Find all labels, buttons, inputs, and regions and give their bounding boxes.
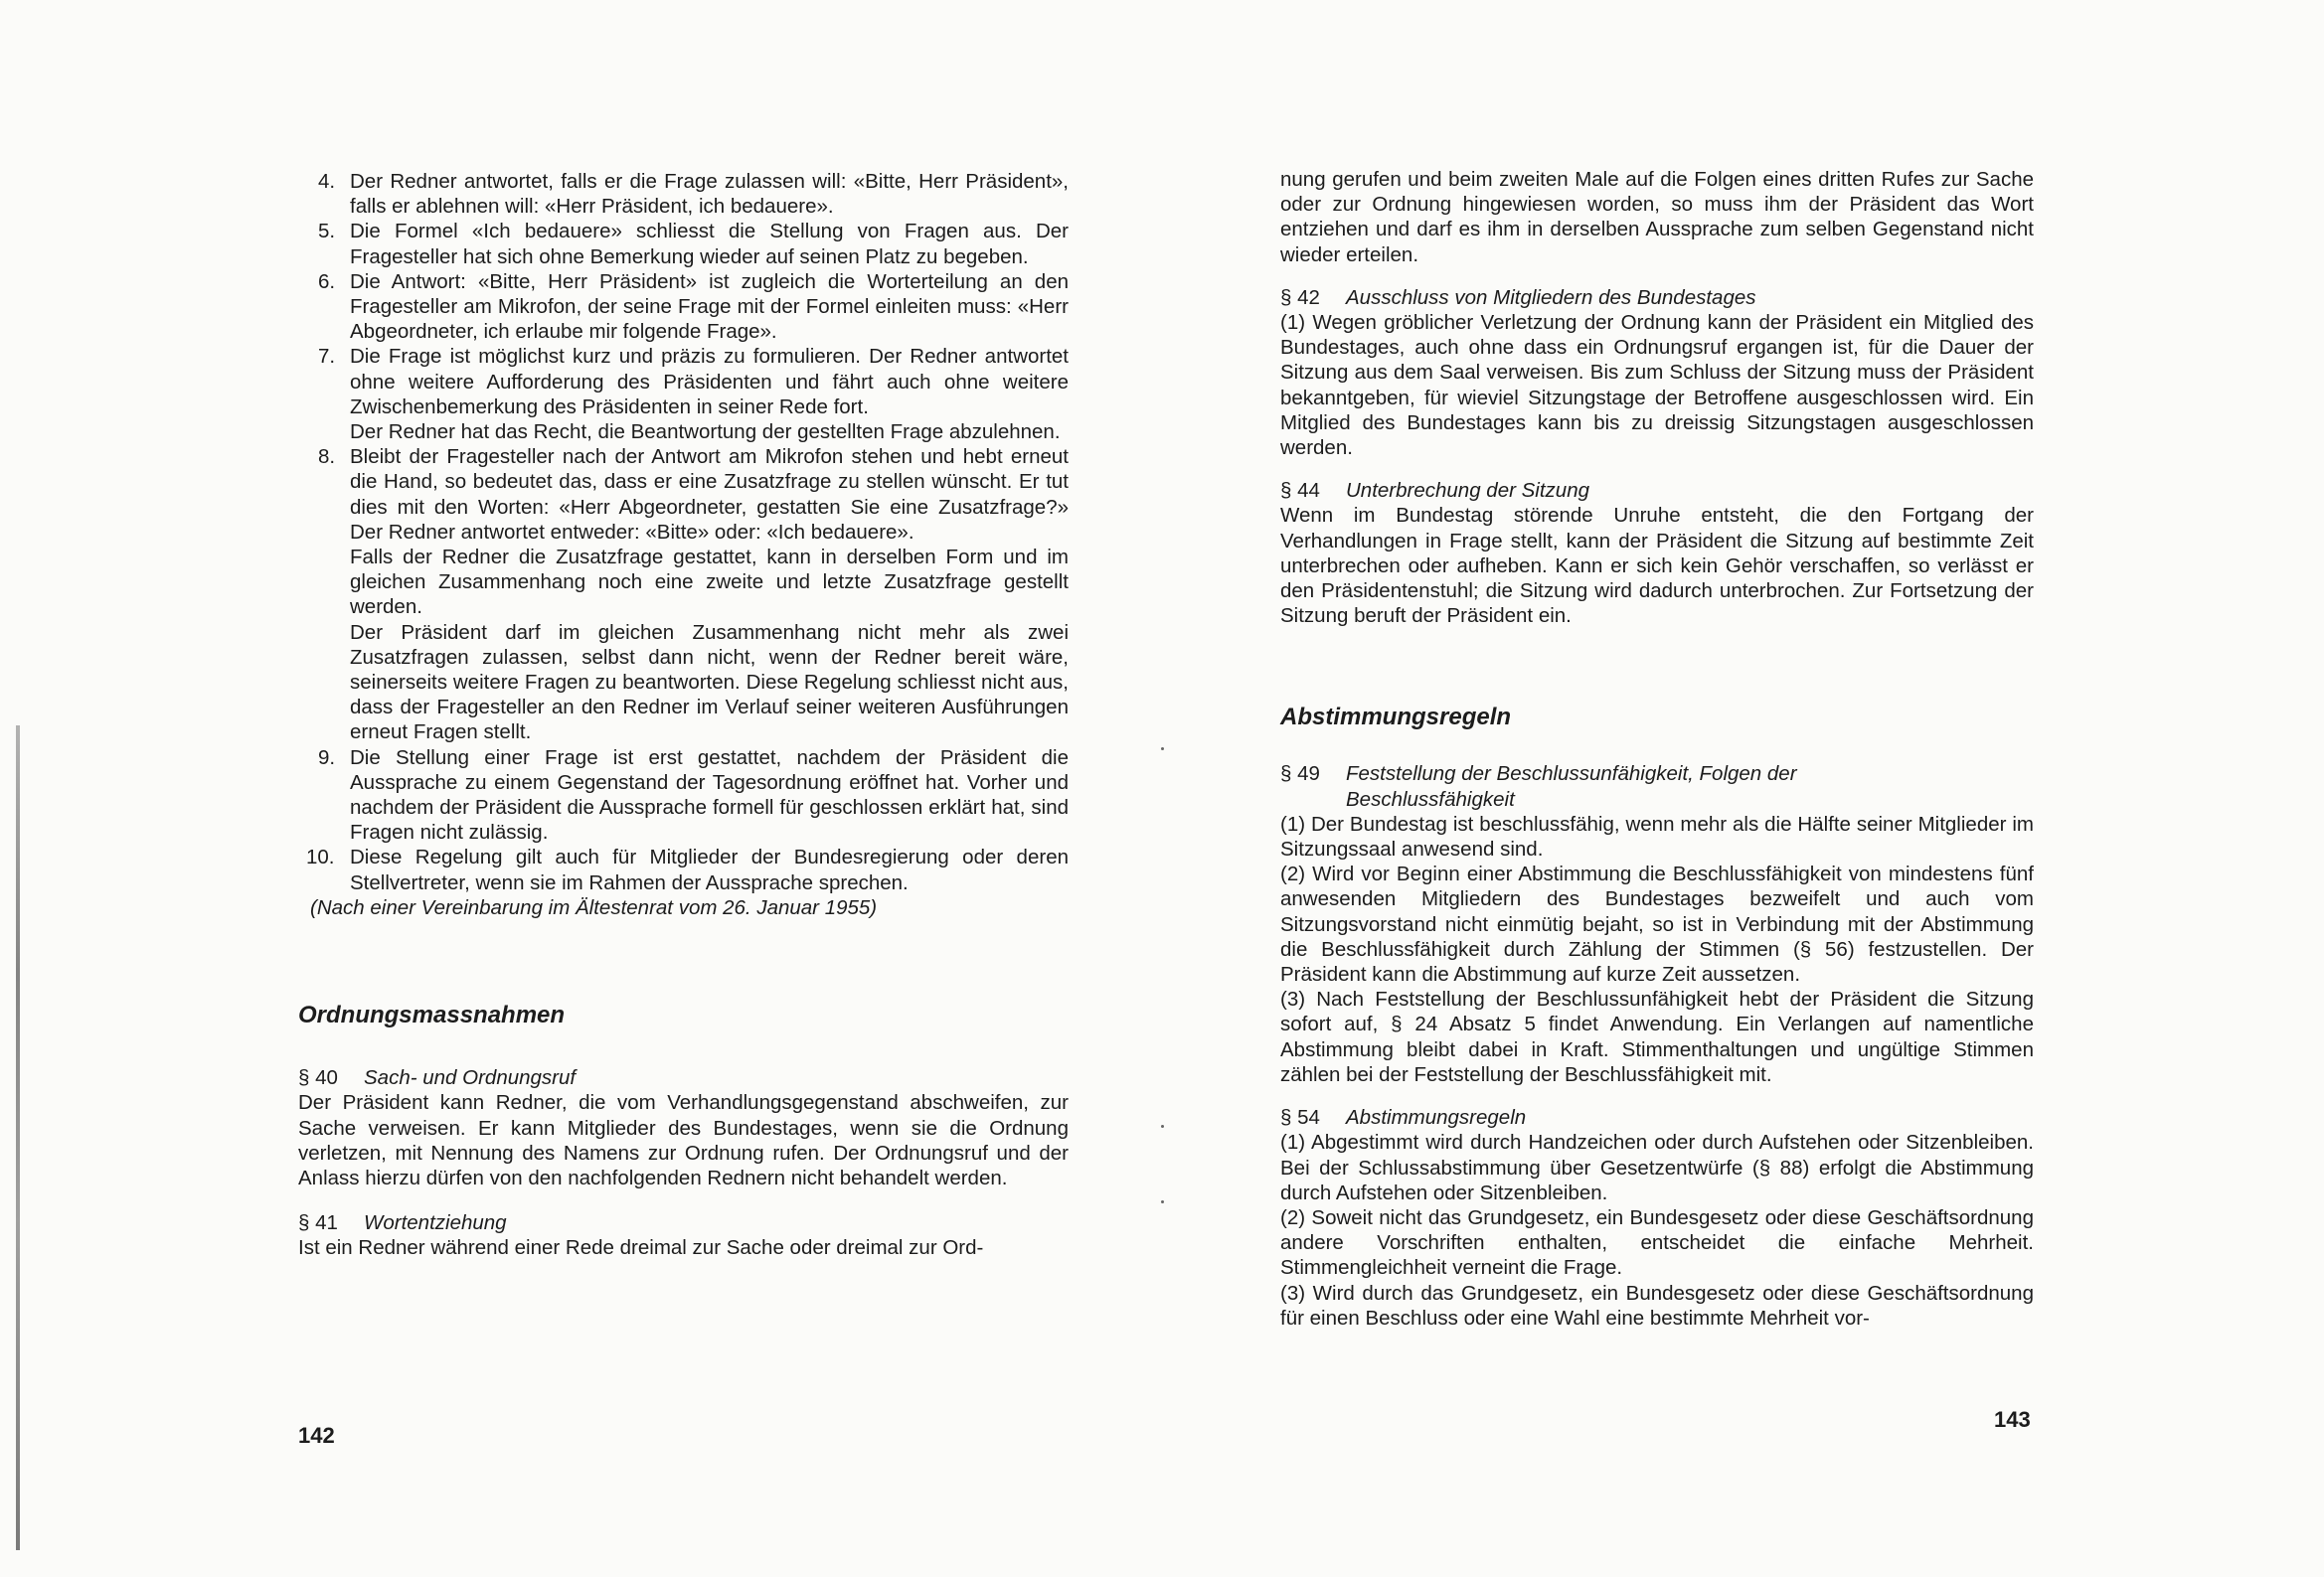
paragraph-49-clause-2: (2) Wird vor Beginn einer Abstimmung die Beschlussfähigkeit von mindestens fünf anwesenden Mitgliedern des Bundestages bezweifelt und auch vom Sitzungsvorstand nicht einmütig bejaht, so ist in Verbindung mit der Abstimmung die Beschlussfähigkeit durch Zählung der Stimmen (§ 56) festzustellen. Der Präsident kann die Abstimmung auf kurze Zeit aussetzen. [1280,863,2034,987]
list-item-number: 9. [318,745,336,769]
list-item-text: Bleibt der Fragesteller nach der Antwort am Mikrofon stehen und hebt erneut die Hand, so bedeutet das, dass er eine Zusatzfrage zu stellen wünscht. Er tut dies mit den Worten: «Herr Abgeordneter, gestatten Sie eine Zusatzfrage?» Der Redner antwortet entweder: «Bitte» oder: «Ich bedauere». [350,445,1069,544]
section-title-abstimmungsregeln: Abstimmungsregeln [1280,704,1512,731]
paragraph-title: Unterbrechung der Sitzung [1346,479,1590,503]
paragraph-49-heading [1280,761,2034,811]
agreement-note: (Nach einer Vereinbarung im Ältestenrat vom 26. Januar 1955) [310,895,878,919]
gutter-mark [1161,1125,1164,1128]
list-item-text: Die Antwort: «Bitte, Herr Präsident» ist zugleich die Worterteilung an den Fragesteller am Mikrofon, der seine Frage mit der Formel einleiten muss: «Herr Abgeordneter, ich erlaube mir folgende Frage». [350,269,1069,344]
list-item-continuation: Der Redner hat das Recht, die Beantwortung der gestellten Frage abzulehnen. [350,420,1061,444]
paragraph-title: Feststellung der Beschlussunfähigkeit, Folgen der Beschlussfähigkeit [1346,762,1797,811]
paragraph-40-heading [298,1065,1069,1090]
page-number-left: 142 [298,1423,335,1448]
paragraph-symbol: § 40 [298,1066,338,1090]
list-item-continuation: Falls der Redner die Zusatzfrage gestattet, kann in derselben Form und im gleichen Zusammenhang noch eine zweite und letzte Zusatzfrage gestellt werden. [350,546,1069,619]
section-title-ordnungsmassnahmen: Ordnungsmassnahmen [298,1002,566,1029]
paragraph-42-text: (1) Wegen gröblicher Verletzung der Ordnung kann der Präsident ein Mitglied des Bundestages, auch ohne dass ein Ordnungsruf ergangen ist, für die Dauer der Sitzung aus dem Saal verweisen. Bis zum Schluss der Sitzung muss der Präsident bekanntgeben, für wieviel Sitzungstage der Betroffene ausgeschlossen wird. Ein Mitglied des Bundestages kann bis zu dreissig Sitzungstagen ausgeschlossen werden. [1280,311,2034,460]
page-number-right: 143 [1994,1407,2031,1432]
paragraph-54-clause-3: (3) Wird durch das Grundgesetz, ein Bundesgesetz oder diese Geschäftsordnung für einen Beschluss oder eine Wahl eine bestimmte Mehrheit vor- [1280,1281,2034,1330]
paragraph-symbol: § 42 [1280,285,1320,309]
list-item [298,745,1069,846]
list-item [298,344,1069,419]
list-item [298,444,1069,545]
paragraph-title: Wortentziehung [364,1211,507,1235]
paragraph-49-clause-3: (3) Nach Feststellung der Beschlussunfähigkeit hebt der Präsident die Sitzung sofort auf, § 24 Absatz 5 findet Anwendung. Ein Verlangen auf namentliche Abstimmung bleibt dabei in Kraft. Stimmenthaltungen und ungültige Stimmen zählen bei der Feststellung der Beschlussfähigkeit mit. [1280,988,2034,1086]
scan-edge-artifact [16,725,20,1550]
paragraph-title: Abstimmungsregeln [1346,1106,1527,1130]
list-item [298,269,1069,345]
list-item-text: Die Stellung einer Frage ist erst gestattet, nachdem der Präsident die Aussprache zu einem Gegenstand der Tagesordnung eröffnet hat. Vorher und nachdem der Präsident die Aussprache formell für geschlossen erklärt hat, sind Fragen nicht zulässig. [350,745,1069,845]
paragraph-54-clause-1: (1) Abgestimmt wird durch Handzeichen oder durch Aufstehen oder Sitzenbleiben. Bei der Schlussabstimmung über Gesetzentwürfe (§ 88) erfolgt die Abstimmung durch Aufstehen oder Sitzenbleiben. [1280,1131,2034,1204]
list-item-text: Die Formel «Ich bedauere» schliesst die Stellung von Fragen aus. Der Fragesteller hat sich ohne Bemerkung wieder auf seinen Platz zu begeben. [350,220,1069,268]
paragraph-41-continued: nung gerufen und beim zweiten Male auf die Folgen eines dritten Rufes zur Sache oder zur Ordnung hingewiesen worden, so muss ihm der Präsident das Wort entziehen und darf es ihm in derselben Aussprache zum selben Gegenstand nicht wieder erteilen. [1280,168,2034,266]
list-item-number: 7. [318,345,336,369]
paragraph-44-heading [1280,478,2034,503]
paragraph-44-text: Wenn im Bundestag störende Unruhe entsteht, die den Fortgang der Verhandlungen in Frage stellt, kann der Präsident die Sitzung auf bestimmte Zeit unterbrechen oder aufheben. Kann er sich kein Gehör verschaffen, so verlässt er den Präsidentenstuhl; die Sitzung wird dadurch unterbrochen. Zur Fortsetzung der Sitzung beruft der Präsident ein. [1280,504,2034,628]
paragraph-symbol: § 54 [1280,1106,1320,1130]
paragraph-42-heading [1280,285,2034,310]
gutter-mark [1161,1200,1164,1203]
paragraph-41-text: Ist ein Redner während einer Rede dreimal zur Sache oder dreimal zur Ord- [298,1236,984,1260]
list-item-text: Diese Regelung gilt auch für Mitglieder der Bundesregierung oder deren Stellvertreter, wenn sie im Rahmen der Aussprache sprechen. [350,846,1069,894]
list-item [298,219,1069,268]
paragraph-title: Sach- und Ordnungsruf [364,1066,577,1090]
list-item-text: Die Frage ist möglichst kurz und präzis zu formulieren. Der Redner antwortet ohne weitere Aufforderung des Präsidenten und fährt auch ohne weitere Zwischenbemerkung des Präsidenten in seiner Rede fort. [350,345,1069,418]
paragraph-41-heading [298,1210,1069,1235]
paragraph-title: Ausschluss von Mitgliedern des Bundestages [1346,285,1756,309]
paragraph-symbol: § 44 [1280,479,1320,503]
list-item-number: 10. [306,846,335,869]
paragraph-symbol: § 41 [298,1211,338,1235]
right-page [1280,167,2034,1331]
gutter-mark [1161,747,1164,750]
list-item-number: 6. [318,269,336,293]
paragraph-54-heading [1280,1105,2034,1130]
list-item [298,845,1069,894]
list-item [298,169,1069,219]
question-rules-list [298,169,1069,895]
list-item-number: 8. [318,445,336,469]
paragraph-symbol: § 49 [1280,762,1320,786]
left-page [298,169,1069,1261]
list-item-number: 4. [318,170,336,193]
list-item-text: Der Redner antwortet, falls er die Frage zulassen will: «Bitte, Herr Präsident», falls er ablehnen will: «Herr Präsident, ich bedauere». [350,170,1069,219]
list-item-number: 5. [318,220,336,243]
paragraph-40-text: Der Präsident kann Redner, die vom Verhandlungsgegenstand abschweifen, zur Sache verweisen. Er kann Mitglieder des Bundestages, wenn sie die Ordnung verletzen, mit Nennung des Namens zur Ordnung rufen. Der Ordnungsruf und der Anlass hierzu dürfen von den nachfolgenden Rednern nicht behandelt werden. [298,1091,1069,1189]
list-item-continuation: Der Präsident darf im gleichen Zusammenhang nicht mehr als zwei Zusatzfragen zulassen, selbst dann nicht, wenn der Redner bereit wäre, seinerseits weitere Fragen zu beantworten. Diese Regelung schliesst nicht aus, dass der Fragesteller an den Redner im Verlauf seiner weiteren Ausführungen erneut Fragen stellt. [350,620,1069,744]
paragraph-49-clause-1: (1) Der Bundestag ist beschlussfähig, wenn mehr als die Hälfte seiner Mitglieder im Sitzungssaal anwesend sind. [1280,812,2034,862]
paragraph-54-clause-2: (2) Soweit nicht das Grundgesetz, ein Bundesgesetz oder diese Geschäftsordnung andere Vorschriften enthalten, entscheidet die einfache Mehrheit. Stimmengleichheit verneint die Frage. [1280,1205,2034,1280]
